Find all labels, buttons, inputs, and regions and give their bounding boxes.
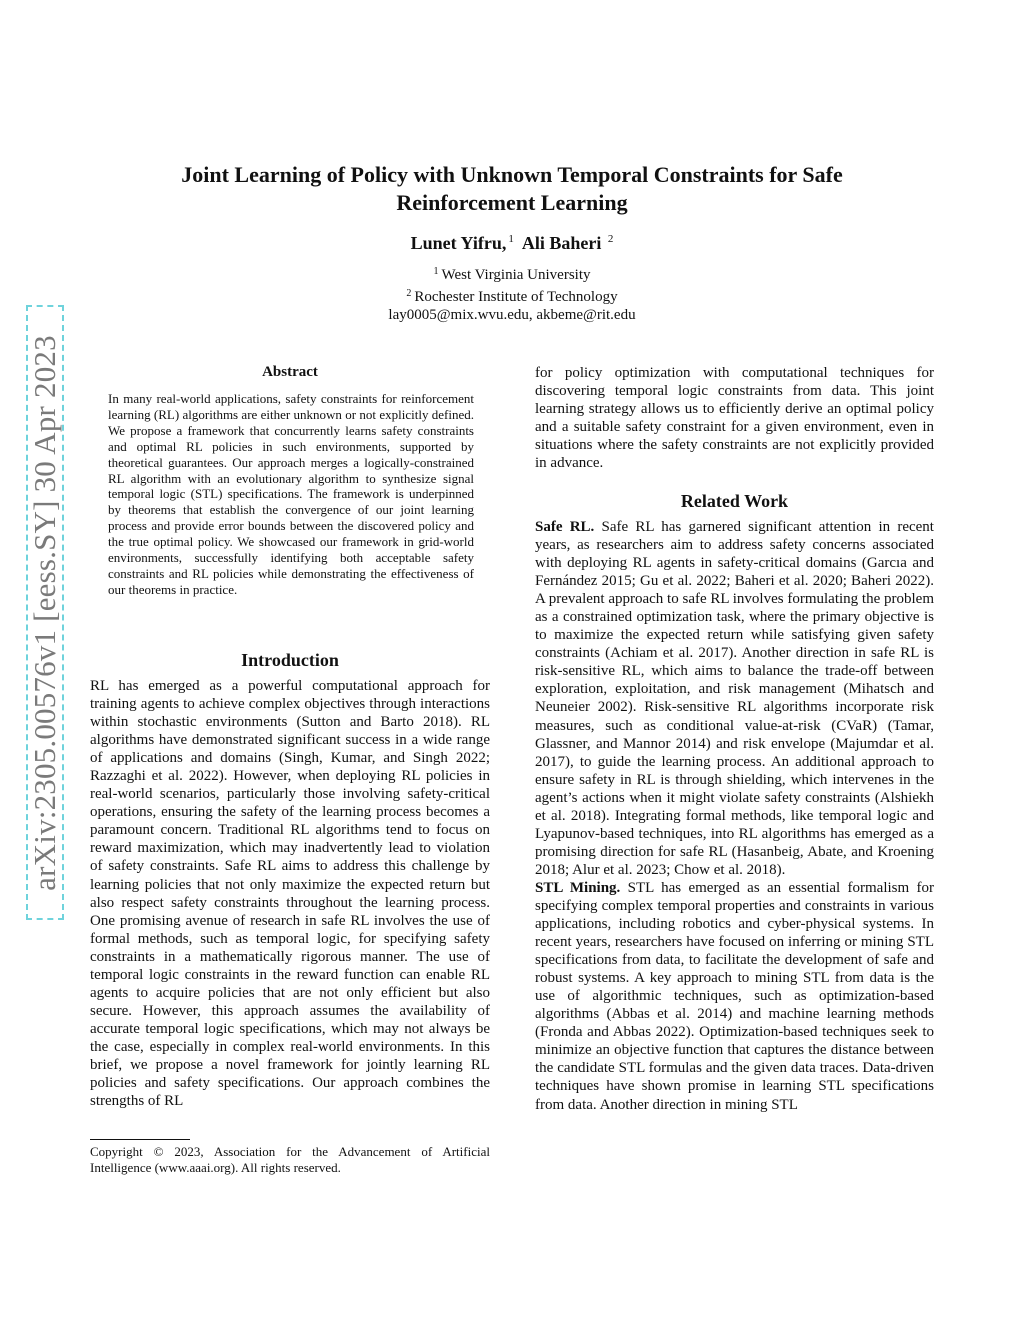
abstract-body: In many real-world applications, safety constraints for reinforcement learning (RL) algorithms are either unknown or not explicitly defined. We propose a framework that concurrently learns safety constraints and optimal RL policies in such environments, supported by theoretical guarantees. Our approach merges a logically-constrained RL algorithm with an evolutionary algorithm to synthesize signal temporal logic (STL) specifications. The framework is underpinned by theorems that establish the convergence of our joint learning process and provide error bounds between the discovered policy and the true optimal policy. We showcased our framework in grid-world environments, successfully identifying both acceptable safety constraints and RL policies while demonstrating the effectiveness of our theorems in practice. [108,391,474,597]
arxiv-id: arXiv:2305.00576v1 [eess.SY] 30 Apr 2023 [27,334,62,891]
author-emails: lay0005@mix.wvu.edu, akbeme@rit.edu [388,307,636,323]
author-list [0,233,1024,254]
title-line-1: Joint Learning of Policy with Unknown Temporal Constraints for Safe [181,162,843,187]
author-affil-mark: 1 [508,233,514,245]
affil-mark: 2 [406,287,412,299]
affiliation-line [0,263,1024,285]
stl-mining-paragraph [535,879,934,1114]
author-affil-mark: 2 [607,233,614,245]
stl-mining-label: STL Mining. [535,879,621,896]
footnote-rule [90,1139,190,1140]
affiliation-line [0,285,1024,307]
introduction-body: RL has emerged as a powerful computational approach for training agents to achieve complex objectives through interactions within stochastic environments (Sutton and Barto 2018). RL algorithms have demonstrated significant success in a wide range of applications and domains (Singh, Kumar, and Singh 2022; Razzaghi et al. 2022). However, when deploying RL policies in real-world scenarios, particularly those involving safety-critical operations, ensuring the safety of the learning process becomes a paramount concern. Traditional RL algorithms tend to focus on reward maximization, which may inadvertently lead to violation of safety constraints. Safe RL aims to address this challenge by learning policies that not only maximize the expected return but also respect safety constraints throughout the learning process. One promising avenue of research in safe RL involves the use of formal methods, such as temporal logic, for specifying safety constraints in a mathematically rigorous manner. The use of temporal logic constraints in the reward function can enable RL agents to acquire policies that are not only efficient but also secure. However, this approach assumes the availability of accurate temporal logic specifications, which may not always be the case, especially in complex real-world environments. In this brief, we propose a novel framework for jointly learning RL policies and safety specifications. Our approach combines the strengths of RL [90,678,490,1110]
copyright-notice: Copyright © 2023, Association for the Advancement of Artificial Intelligence (www.aaai.org). All rights reserved. [90,1144,490,1175]
affiliations [0,263,1024,325]
introduction-heading: Introduction [241,650,339,670]
related-work-body [535,518,934,1114]
title-line-2: Reinforcement Learning [396,190,628,215]
safe-rl-label: Safe RL. [535,519,595,535]
affil-mark: 1 [433,266,439,277]
affil-name: Rochester Institute of Technology [414,288,618,305]
affil-name: West Virginia University [441,267,591,283]
stl-mining-text: STL has emerged as an essential formalism for specifying complex temporal properties and constraints in various applications, including robotics and cyber-physical systems. In recent years, researchers have focused on inferring or mining STL specifications from data, to facilitate the development of safe and robust systems. A key approach to mining STL from data is the use of algorithmic techniques, such as optimization-based algorithms (Abbas et al. 2014) and machine learning methods (Fronda and Abbas 2022). Optimization-based techniques seek to minimize an objective function that captures the distance between the candidate STL formulas and the given data traces. Data-driven techniques have shown promise in learning STL specifications from data. Another direction in mining STL [535,879,935,1113]
arxiv-stamp [26,305,64,920]
safe-rl-text: Safe RL has garnered significant attention in recent years, as researchers aim to address safety concerns associated with deploying RL agents in safety-critical domains (Garcıa and Fernández 2015; Gu et al. 2022; Baheri et al. 2020; Baheri 2022). A prevalent approach to safe RL involves formulating the problem as a constrained optimization task, where the primary objective is to maximize the expected return while satisfying given safety constraints (Achiam et al. 2017). Another direction in safe RL is risk-sensitive RL, which aims to balance the trade-off between exploration, exploitation, and risk management (Mihatsch and Neuneier 2002). Risk-sensitive RL algorithms incorporate risk measures, such as conditional value-at-risk (CVaR) (Tamar, Glassner, and Mannor 2014) and risk envelope (Majumdar et al. 2017), to guide the learning process. An additional approach to ensure safety in RL is through shielding, which intervenes in the agent’s actions when it might violate safety constraints (Alshiekh et al. 2018). Integrating formal methods, like temporal logic and Lyapunov-based techniques, into RL algorithms has emerged as a promising direction for safe RL (Hasanbeig, Abate, and Kroening 2018; Alur et al. 2023; Chow et al. 2018). [535,519,934,878]
author-name: Ali Baheri [521,233,602,253]
safe-rl-paragraph [535,518,934,879]
abstract-heading: Abstract [262,364,318,380]
introduction-continuation: for policy optimization with computational techniques for discovering temporal logic constraints from data. This joint learning strategy allows us to efficiently derive an optimal policy and a suitable safety constraint for a given environment, even in situations where the safety constraints are not explicitly provided in advance. [535,365,934,472]
author-name: Lunet Yifru, [410,233,507,253]
paper-title [120,161,904,217]
related-work-heading: Related Work [680,491,789,511]
